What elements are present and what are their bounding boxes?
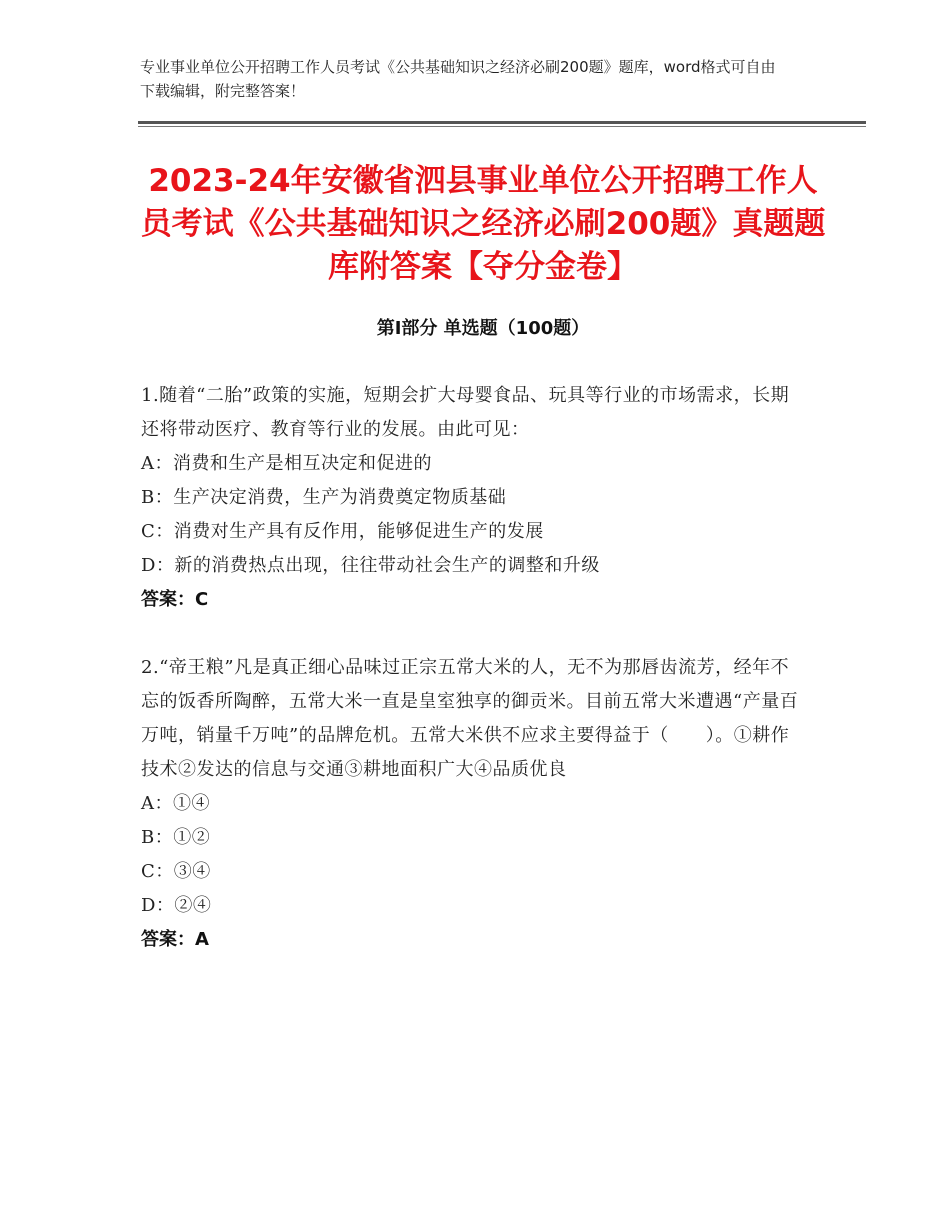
option-b: B：①② (141, 827, 211, 848)
option-d: D：②④ (141, 895, 212, 916)
header-divider-thin (138, 126, 866, 127)
header-divider (138, 121, 866, 124)
option-a: A：消费和生产是相互决定和促进的 (141, 453, 432, 474)
option-c: C：消费对生产具有反作用，能够促进生产的发展 (141, 521, 544, 542)
answer-line: 答案：A (141, 929, 209, 950)
answer-line: 答案：C (141, 589, 209, 610)
question-2 (141, 651, 801, 957)
question-1 (141, 379, 801, 617)
option-a: A：①④ (141, 793, 210, 814)
document-title: 2023-24年安徽省泗县事业单位公开招聘工作人员考试《公共基础知识之经济必刷200题》真题题库附答案【夺分金卷】 (140, 163, 826, 285)
section-heading: 第Ⅰ部分 单选题（100题） (376, 318, 590, 339)
option-c: C：③④ (141, 861, 211, 882)
header-note: 专业事业单位公开招聘工作人员考试《公共基础知识之经济必刷200题》题库，word格式可自由下载编辑，附完整答案！ (140, 58, 776, 100)
question-stem: 2.“帝王粮”凡是真正细心品味过正宗五常大米的人，无不为那唇齿流芳，经年不忘的饭香所陶醉，五常大米一直是皇室独享的御贡米。目前五常大米遭遇“产量百万吨，销量千万吨”的品牌危机。五常大米供不应求主要得益于（ ）。①耕作技术②发达的信息与交通③耕地面积广大④品质优良 (141, 657, 799, 780)
option-b: B：生产决定消费，生产为消费奠定物质基础 (141, 487, 507, 508)
option-d: D：新的消费热点出现，往往带动社会生产的调整和升级 (141, 555, 600, 576)
question-stem: 1.随着“二胎”政策的实施，短期会扩大母婴食品、玩具等行业的市场需求，长期还将带动医疗、教育等行业的发展。由此可见： (141, 385, 790, 440)
